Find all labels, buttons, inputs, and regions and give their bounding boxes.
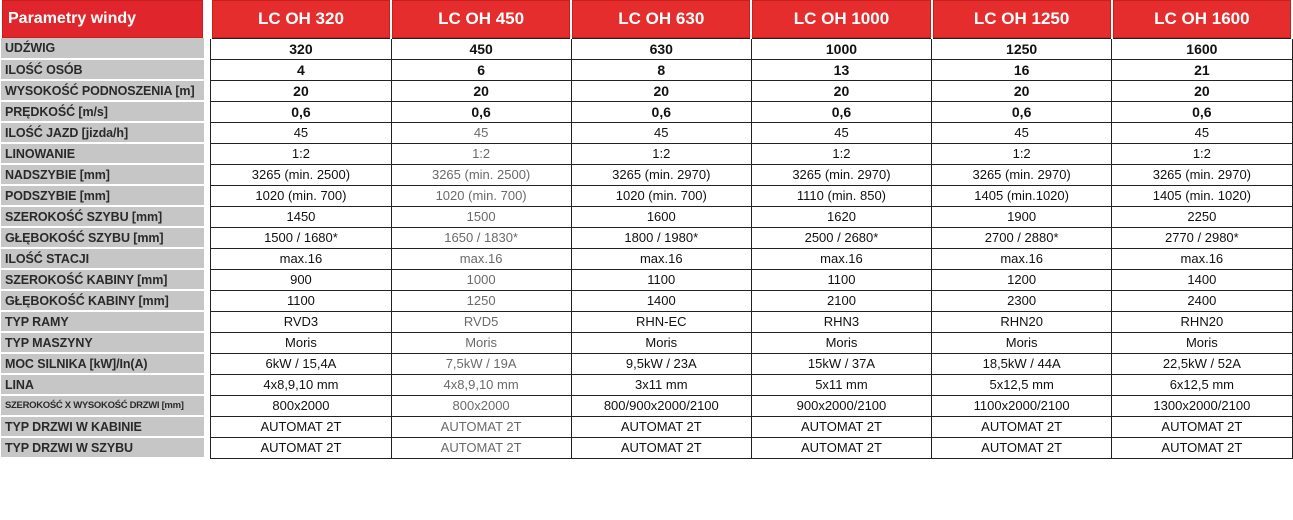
value-cell-model-1: 45 (211, 122, 391, 143)
value-cell-model-1: 0,6 (211, 101, 391, 122)
value-cell-model-2: AUTOMAT 2T (391, 437, 571, 458)
value-cell-model-3: 1400 (571, 290, 751, 311)
table-row (1, 332, 1292, 353)
value-cell-model-1: 1450 (211, 206, 391, 227)
value-cell-model-4: 900x2000/2100 (751, 395, 931, 416)
value-cell-model-4: 0,6 (751, 101, 931, 122)
value-cell-model-5: 20 (932, 80, 1112, 101)
value-cell-model-3: 45 (571, 122, 751, 143)
value-cell-model-1: max.16 (211, 248, 391, 269)
value-cell-model-3: 1800 / 1980* (571, 227, 751, 248)
value-cell-model-3: 1100 (571, 269, 751, 290)
value-cell-model-5: 1250 (932, 38, 1112, 59)
value-cell-model-2: Moris (391, 332, 571, 353)
value-cell-model-4: 1110 (min. 850) (751, 185, 931, 206)
row-label: MOC SILNIKA [kW]/In(A) (1, 353, 204, 374)
value-cell-model-5: 1:2 (932, 143, 1112, 164)
value-cell-model-6: 2250 (1112, 206, 1292, 227)
value-cell-model-1: 4 (211, 59, 391, 80)
value-cell-model-5: 1900 (932, 206, 1112, 227)
value-cell-model-1: Moris (211, 332, 391, 353)
table-row (1, 80, 1292, 101)
value-cell-model-2: 450 (391, 38, 571, 59)
value-cell-model-5: AUTOMAT 2T (932, 437, 1112, 458)
value-cell-model-2: 0,6 (391, 101, 571, 122)
table-row (1, 416, 1292, 437)
value-cell-model-6: AUTOMAT 2T (1112, 416, 1292, 437)
value-cell-model-1: 800x2000 (211, 395, 391, 416)
value-cell-model-1: 20 (211, 80, 391, 101)
row-label: SZEROKOŚĆ X WYSOKOŚĆ DRZWI [mm] (1, 395, 204, 416)
table-row (1, 353, 1292, 374)
value-cell-model-2: 800x2000 (391, 395, 571, 416)
row-label: GŁĘBOKOŚĆ KABINY [mm] (1, 290, 204, 311)
value-cell-model-4: 1000 (751, 38, 931, 59)
row-label: ILOŚĆ STACJI (1, 248, 204, 269)
value-cell-model-5: max.16 (932, 248, 1112, 269)
row-label: SZEROKOŚĆ SZYBU [mm] (1, 206, 204, 227)
row-label: SZEROKOŚĆ KABINY [mm] (1, 269, 204, 290)
value-cell-model-4: 15kW / 37A (751, 353, 931, 374)
table-row (1, 59, 1292, 80)
table-row (1, 437, 1292, 458)
value-cell-model-6: 45 (1112, 122, 1292, 143)
value-cell-model-5: 3265 (min. 2970) (932, 164, 1112, 185)
value-cell-model-3: 1:2 (571, 143, 751, 164)
value-cell-model-2: 45 (391, 122, 571, 143)
value-cell-model-5: 1200 (932, 269, 1112, 290)
row-label: PODSZYBIE [mm] (1, 185, 204, 206)
value-cell-model-5: 45 (932, 122, 1112, 143)
row-gap (204, 311, 211, 332)
row-gap (204, 332, 211, 353)
header-model-6: LC OH 1600 (1112, 0, 1292, 38)
value-cell-model-3: 8 (571, 59, 751, 80)
value-cell-model-6: 1600 (1112, 38, 1292, 59)
row-label: ILOŚĆ OSÓB (1, 59, 204, 80)
table-row (1, 38, 1292, 59)
row-gap (204, 164, 211, 185)
header-model-3: LC OH 630 (571, 0, 751, 38)
value-cell-model-1: 6kW / 15,4A (211, 353, 391, 374)
value-cell-model-6: AUTOMAT 2T (1112, 437, 1292, 458)
row-gap (204, 122, 211, 143)
value-cell-model-6: RHN20 (1112, 311, 1292, 332)
row-gap (204, 437, 211, 458)
value-cell-model-1: 1100 (211, 290, 391, 311)
value-cell-model-1: AUTOMAT 2T (211, 437, 391, 458)
value-cell-model-4: 3265 (min. 2970) (751, 164, 931, 185)
value-cell-model-2: 1650 / 1830* (391, 227, 571, 248)
table-row (1, 164, 1292, 185)
table-row (1, 227, 1292, 248)
header-model-5: LC OH 1250 (932, 0, 1112, 38)
row-gap (204, 143, 211, 164)
value-cell-model-4: 1:2 (751, 143, 931, 164)
row-gap (204, 269, 211, 290)
value-cell-model-4: AUTOMAT 2T (751, 437, 931, 458)
value-cell-model-2: 6 (391, 59, 571, 80)
value-cell-model-4: 13 (751, 59, 931, 80)
row-label: TYP MASZYNY (1, 332, 204, 353)
value-cell-model-6: 1400 (1112, 269, 1292, 290)
value-cell-model-6: 1:2 (1112, 143, 1292, 164)
value-cell-model-2: 1250 (391, 290, 571, 311)
value-cell-model-3: 0,6 (571, 101, 751, 122)
table-row (1, 269, 1292, 290)
value-cell-model-3: Moris (571, 332, 751, 353)
value-cell-model-4: 2500 / 2680* (751, 227, 931, 248)
table-row (1, 122, 1292, 143)
value-cell-model-6: 3265 (min. 2970) (1112, 164, 1292, 185)
row-gap (204, 227, 211, 248)
row-gap (204, 248, 211, 269)
value-cell-model-1: 1500 / 1680* (211, 227, 391, 248)
value-cell-model-5: 2300 (932, 290, 1112, 311)
row-label: ILOŚĆ JAZD [jizda/h] (1, 122, 204, 143)
value-cell-model-3: 1020 (min. 700) (571, 185, 751, 206)
value-cell-model-1: 320 (211, 38, 391, 59)
value-cell-model-6: 22,5kW / 52A (1112, 353, 1292, 374)
value-cell-model-5: 5x12,5 mm (932, 374, 1112, 395)
value-cell-model-6: 6x12,5 mm (1112, 374, 1292, 395)
table-row (1, 248, 1292, 269)
row-gap (204, 101, 211, 122)
value-cell-model-2: 4x8,9,10 mm (391, 374, 571, 395)
value-cell-model-3: max.16 (571, 248, 751, 269)
value-cell-model-3: 3x11 mm (571, 374, 751, 395)
value-cell-model-3: 3265 (min. 2970) (571, 164, 751, 185)
value-cell-model-2: RVD5 (391, 311, 571, 332)
value-cell-model-6: 0,6 (1112, 101, 1292, 122)
header-model-4: LC OH 1000 (751, 0, 931, 38)
value-cell-model-5: AUTOMAT 2T (932, 416, 1112, 437)
row-gap (204, 395, 211, 416)
value-cell-model-1: 4x8,9,10 mm (211, 374, 391, 395)
row-label: LINOWANIE (1, 143, 204, 164)
value-cell-model-2: 1500 (391, 206, 571, 227)
row-label: NADSZYBIE [mm] (1, 164, 204, 185)
value-cell-model-2: max.16 (391, 248, 571, 269)
value-cell-model-4: 1100 (751, 269, 931, 290)
value-cell-model-3: 630 (571, 38, 751, 59)
row-label: TYP RAMY (1, 311, 204, 332)
value-cell-model-6: 2770 / 2980* (1112, 227, 1292, 248)
value-cell-model-5: 16 (932, 59, 1112, 80)
value-cell-model-4: 5x11 mm (751, 374, 931, 395)
value-cell-model-6: 2400 (1112, 290, 1292, 311)
table-row (1, 395, 1292, 416)
row-gap (204, 80, 211, 101)
value-cell-model-1: RVD3 (211, 311, 391, 332)
value-cell-model-4: 20 (751, 80, 931, 101)
value-cell-model-6: 1300x2000/2100 (1112, 395, 1292, 416)
table-row (1, 374, 1292, 395)
row-gap (204, 38, 211, 59)
row-gap (204, 353, 211, 374)
value-cell-model-1: 1:2 (211, 143, 391, 164)
value-cell-model-4: 1620 (751, 206, 931, 227)
table-row (1, 101, 1292, 122)
row-label: UDŹWIG (1, 38, 204, 59)
value-cell-model-5: 0,6 (932, 101, 1112, 122)
row-label: LINA (1, 374, 204, 395)
value-cell-model-3: AUTOMAT 2T (571, 437, 751, 458)
value-cell-model-4: RHN3 (751, 311, 931, 332)
header-gap (204, 0, 211, 38)
row-label: GŁĘBOKOŚĆ SZYBU [mm] (1, 227, 204, 248)
row-gap (204, 416, 211, 437)
table-row (1, 311, 1292, 332)
value-cell-model-3: 800/900x2000/2100 (571, 395, 751, 416)
value-cell-model-5: 18,5kW / 44A (932, 353, 1112, 374)
header-label: Parametry windy (1, 0, 204, 38)
row-label: TYP DRZWI W KABINIE (1, 416, 204, 437)
value-cell-model-3: 9,5kW / 23A (571, 353, 751, 374)
table-row (1, 206, 1292, 227)
value-cell-model-5: 1100x2000/2100 (932, 395, 1112, 416)
value-cell-model-6: 20 (1112, 80, 1292, 101)
value-cell-model-3: 20 (571, 80, 751, 101)
row-label: PRĘDKOŚĆ [m/s] (1, 101, 204, 122)
header-model-2: LC OH 450 (391, 0, 571, 38)
value-cell-model-2: 1:2 (391, 143, 571, 164)
value-cell-model-2: 20 (391, 80, 571, 101)
value-cell-model-5: 1405 (min.1020) (932, 185, 1112, 206)
value-cell-model-4: 2100 (751, 290, 931, 311)
value-cell-model-4: AUTOMAT 2T (751, 416, 931, 437)
value-cell-model-4: Moris (751, 332, 931, 353)
value-cell-model-2: 7,5kW / 19A (391, 353, 571, 374)
table-row (1, 185, 1292, 206)
table-body (1, 38, 1292, 458)
value-cell-model-3: AUTOMAT 2T (571, 416, 751, 437)
value-cell-model-1: AUTOMAT 2T (211, 416, 391, 437)
header-model-1: LC OH 320 (211, 0, 391, 38)
row-gap (204, 206, 211, 227)
value-cell-model-6: Moris (1112, 332, 1292, 353)
value-cell-model-4: 45 (751, 122, 931, 143)
value-cell-model-1: 900 (211, 269, 391, 290)
value-cell-model-5: Moris (932, 332, 1112, 353)
row-gap (204, 290, 211, 311)
table-header-row (1, 0, 1292, 38)
table-row (1, 290, 1292, 311)
row-gap (204, 185, 211, 206)
value-cell-model-1: 3265 (min. 2500) (211, 164, 391, 185)
value-cell-model-6: 1405 (min. 1020) (1112, 185, 1292, 206)
value-cell-model-5: RHN20 (932, 311, 1112, 332)
value-cell-model-6: max.16 (1112, 248, 1292, 269)
value-cell-model-2: 1000 (391, 269, 571, 290)
value-cell-model-2: AUTOMAT 2T (391, 416, 571, 437)
value-cell-model-4: max.16 (751, 248, 931, 269)
row-label: TYP DRZWI W SZYBU (1, 437, 204, 458)
value-cell-model-1: 1020 (min. 700) (211, 185, 391, 206)
row-label: WYSOKOŚĆ PODNOSZENIA [m] (1, 80, 204, 101)
value-cell-model-2: 1020 (min. 700) (391, 185, 571, 206)
value-cell-model-2: 3265 (min. 2500) (391, 164, 571, 185)
table-row (1, 143, 1292, 164)
row-gap (204, 59, 211, 80)
value-cell-model-3: 1600 (571, 206, 751, 227)
value-cell-model-6: 21 (1112, 59, 1292, 80)
value-cell-model-5: 2700 / 2880* (932, 227, 1112, 248)
value-cell-model-3: RHN-EC (571, 311, 751, 332)
row-gap (204, 374, 211, 395)
